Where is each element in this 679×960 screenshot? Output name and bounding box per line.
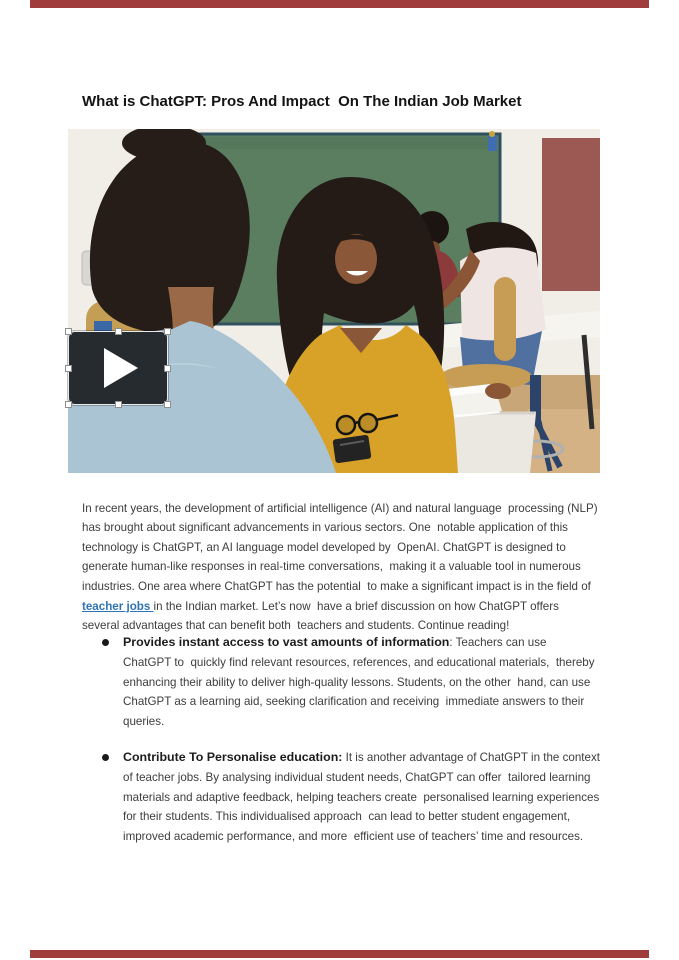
selection-handle-top-left[interactable] (65, 328, 72, 335)
bullet-icon (102, 754, 109, 761)
selection-handle-bottom-left[interactable] (65, 401, 72, 408)
play-icon (104, 348, 138, 388)
list-item (100, 748, 604, 847)
bullet-icon (102, 639, 109, 646)
intro-text-after: in the Indian market. Let’s now have a brief discussion on how ChatGPT offers several advantages that can benefit both teachers and students. Continue reading! (82, 599, 563, 633)
selection-handle-top-right[interactable] (164, 328, 171, 335)
video-play-button[interactable] (68, 331, 168, 405)
intro-text-before: In recent years, the development of artificial intelligence (AI) and natural language processing (NLP) has brought about significant advancements in various sectors. One notable application of this technology is ChatGPT, an AI language model developed by OpenAI. ChatGPT is designed to generate human-like responses in real-time conversations, making it a valuable tool in numerous industries. One area where ChatGPT has the potential to make a significant impact is in the field of (82, 501, 601, 593)
top-accent-bar (30, 0, 649, 8)
bullet-body: : Teachers can use ChatGPT to quickly find relevant resources, references, and educational materials, thereby enhancing their ability to deliver high-quality lessons. Students, on the other hand, can use ChatGPT as a learning aid, seeking clarification and receiving immediate answers to their queries. (123, 636, 598, 729)
selection-handle-middle-left[interactable] (65, 365, 72, 372)
teacher-jobs-link[interactable]: teacher jobs (82, 599, 154, 613)
bullet-body: It is another advantage of ChatGPT in the context of teacher jobs. By analysing individual student needs, ChatGPT can offer tailored learning materials and adaptive feedback, helping teachers create personalised learning experiences for their students. This individualised approach can lead to better student engagement, improved academic performance, and more efficient use of teachers’ time and resources. (123, 750, 604, 844)
classroom-photo (68, 129, 600, 473)
selection-handle-bottom-middle[interactable] (115, 401, 122, 408)
bullet-heading: Contribute To Personalise education: (123, 749, 343, 764)
bullet-heading: Provides instant access to vast amounts of information (123, 635, 450, 649)
list-item (100, 633, 600, 732)
classroom-photo-art (68, 129, 600, 473)
selection-handle-middle-right[interactable] (164, 365, 171, 372)
selection-handle-bottom-right[interactable] (164, 401, 171, 408)
intro-paragraph (82, 499, 599, 636)
advantages-list (100, 633, 604, 863)
bottom-accent-bar (30, 950, 649, 958)
page-title: What is ChatGPT: Pros And Impact On The Indian Job Market (82, 93, 522, 111)
selection-handle-top-middle[interactable] (115, 328, 122, 335)
